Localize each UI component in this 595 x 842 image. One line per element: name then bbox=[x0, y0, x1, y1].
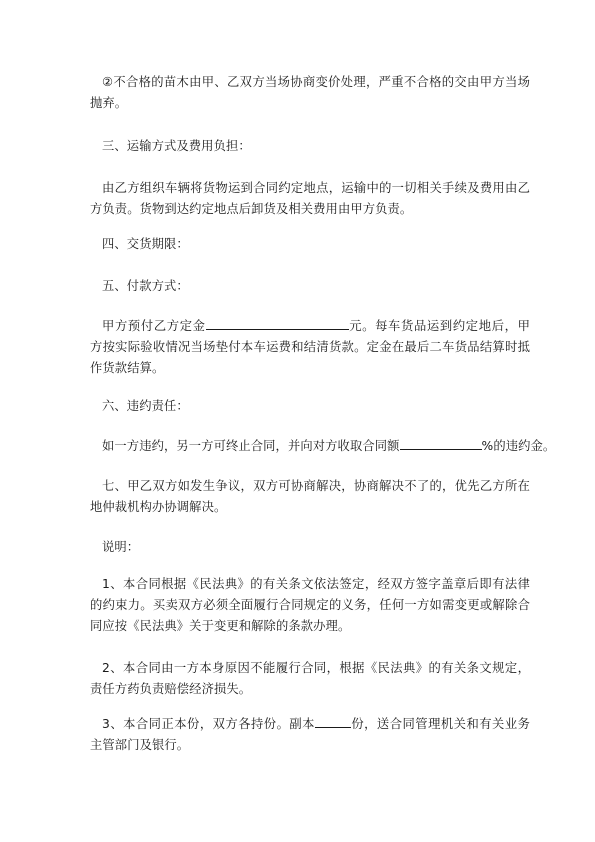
note-2: 2、本合同由一方本身原因不能履行合同，根据《民法典》的有关条文规定，责任方药负责赔偿经济损失。 bbox=[90, 661, 530, 696]
note-3-text-start: 3、本合同正本份，双方各持份。副本 bbox=[102, 717, 315, 731]
breach-text-end: %的违约金。 bbox=[481, 439, 556, 453]
section-heading-breach: 六、违约责任： bbox=[102, 399, 189, 413]
section-heading-notes: 说明： bbox=[102, 540, 140, 554]
payment-text-end: 元。每车货品运到约定地后，甲方按实际验收情况当场垫付本车运费和结清货款。定金在最后二车货品结算时抵作货款结算。 bbox=[90, 319, 530, 375]
penalty-percent-blank[interactable] bbox=[400, 437, 482, 450]
copies-blank[interactable] bbox=[315, 715, 351, 728]
clause-unqualified-seedlings: ②不合格的苗木由甲、乙双方当场协商变价处理，严重不合格的交由甲方当场抛弃。 bbox=[90, 75, 530, 110]
section-heading-payment: 五、付款方式： bbox=[102, 279, 189, 293]
payment-text-start: 甲方预付乙方定金 bbox=[102, 319, 206, 333]
note-1: 1、本合同根据《民法典》的有关条文依法签定，经双方签字盖章后即有法律的约束力。买卖双方必须全面履行合同规定的义务，任何一方如需变更或解除合同应按《民法典》关于变更和解除的条款办理。 bbox=[90, 577, 530, 633]
clause-breach bbox=[90, 436, 556, 457]
note-3-text-end: 份，送合同管理机关和有关业务主管部门及银行。 bbox=[90, 717, 530, 752]
breach-text-start: 如一方违约，另一方可终止合同，并向对方收取合同额 bbox=[102, 439, 400, 453]
note-3 bbox=[90, 714, 530, 756]
clause-dispute: 七、甲乙双方如发生争议，双方可协商解决，协商解决不了的，优先乙方所在地仲裁机构办协调解决。 bbox=[90, 479, 530, 514]
clause-payment bbox=[90, 316, 530, 379]
deposit-amount-blank[interactable] bbox=[206, 317, 349, 330]
clause-transport: 由乙方组织车辆将货物运到合同约定地点，运输中的一切相关手续及费用由乙方负责。货物到达约定地点后卸货及相关费用由甲方负责。 bbox=[90, 181, 530, 216]
section-heading-delivery: 四、交货期限： bbox=[102, 237, 189, 251]
section-heading-transport: 三、运输方式及费用负担： bbox=[102, 139, 251, 153]
